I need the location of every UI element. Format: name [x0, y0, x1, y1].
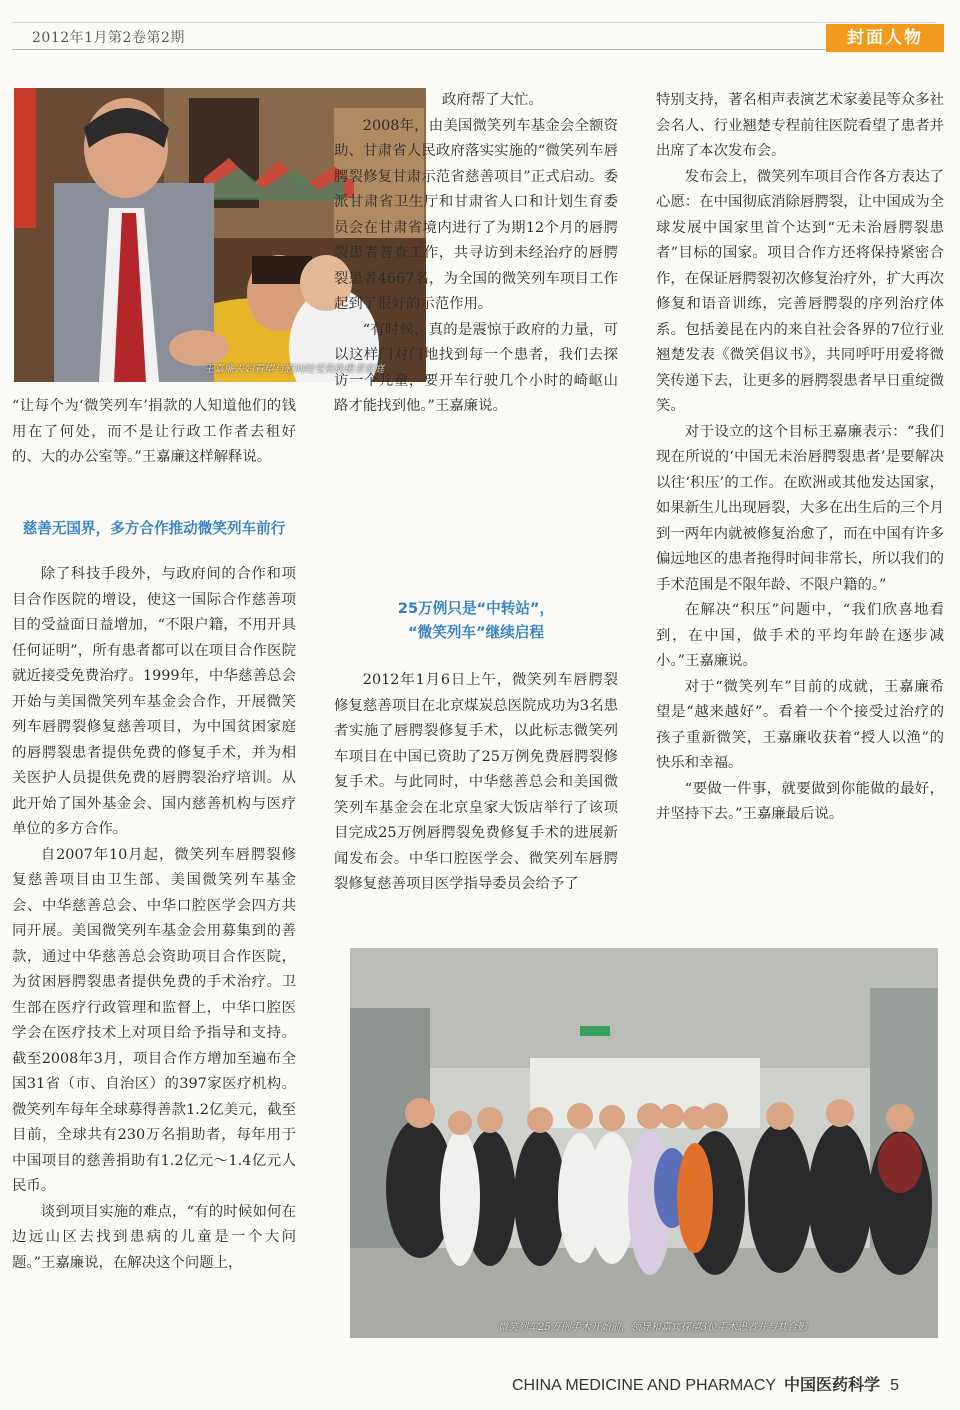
col3-paragraph-1: 特别支持，著名相声表演艺术家姜昆等众多社会名人、行业翘楚专程前往医院看望了患者并出席了本次发布会。	[656, 92, 944, 159]
col1-paragraph-3: 自2007年10月起，微笑列车唇腭裂修复慈善项目由卫生部、美国微笑列车基金会、中华慈善总会、中华口腔医学会四方共同开展。美国微笑列车基金会用募集到的善款，通过中华慈善总会资助项目合作医院，为贫困唇腭裂患者提供免费的手术治疗。卫生部在医疗行政管理和监督上，中华口腔医学会在医疗技术上对项目给予指导和支持。截至2008年3月，项目合作方增加至遍布全国31省（市、自治区）的397家医疗机构。微笑列车每年全球募得善款1.2亿美元，截至目前，全球共有230万名捐助者，每年用于中国项目的慈善捐助有1.2亿元～1.4亿元人民币。	[12, 846, 296, 1194]
col2-paragraph-2: 2008年，由美国微笑列车基金会全额资助、甘肃省人民政府落实实施的“微笑列车唇腭裂修复甘肃示范省慈善项目”正式启动。委派甘肃省卫生厅和甘肃省人口和计划生育委员会在甘肃省境内进行了为期12个月的唇腭裂患者普查工作，共寻访到未经治疗的唇腭裂患者4667名，为全国的微笑列车项目工作起到了很好的示范作用。	[334, 117, 618, 312]
col3-paragraph-6: “要做一件事，就要做到你能做的最好，并坚持下去。”王嘉廉最后说。	[656, 780, 944, 822]
section-heading-1: 慈善无国界，多方合作推动微笑列车前行	[22, 520, 286, 537]
col1-paragraph-2: 除了科技手段外，与政府间的合作和项目合作医院的增设，使这一国际合作慈善项目的受益面日益增加，“不限户籍，不用开具任何证明”，所有患者都可以在项目合作医院就近接受免费治疗。1999年，中华慈善总会开始与美国微笑列车基金会合作，开展微笑列车唇腭裂修复慈善项目，为中国贫困家庭的唇腭裂患者提供免费的修复手术，并为相关医护人员提供免费的唇腭裂治疗培训。从此开始了国外基金会、国内慈善机构与医疗单位的多方合作。	[12, 566, 296, 837]
col1-paragraph-4: 谈到项目实施的难点，“有的时候如何在边远山区去找到患病的儿童是一个大问题。”王嘉廉说，在解决这个问题上，	[12, 1203, 296, 1271]
photo-group	[350, 948, 938, 1338]
col2-paragraph-4: 2012年1月6日上午，微笑列车唇腭裂修复慈善项目在北京煤炭总医院成功为3名患者实施了唇腭裂修复手术，以此标志微笑列车项目在中国已资助了25万例免费唇腭裂修复手术。与此同时，中华慈善总会和美国微笑列车基金会在北京皇家大饭店举行了该项目完成25万例唇腭裂免费修复手术的进展新闻发布会。中华口腔医学会、微笑列车唇腭裂修复慈善项目医学指导委员会给予了	[334, 672, 618, 892]
col1-paragraph-1: “让每个为‘微笑列车’捐款的人知道他们的钱用在了何处，而不是让行政工作者去租好的、大的办公室等。”王嘉廉这样解释说。	[12, 398, 296, 465]
column-1	[12, 394, 296, 471]
col3-paragraph-4: 在解决“积压”问题中，“我们欣喜地看到，在中国，做手术的平均年龄在逐步减小。”王嘉廉说。	[656, 602, 944, 669]
header-bar	[12, 22, 936, 50]
column-2-body	[334, 668, 618, 898]
page-number: 5	[890, 1377, 899, 1394]
column-3	[656, 88, 944, 828]
footer	[512, 1372, 899, 1395]
column-1-body	[12, 562, 296, 1276]
photo-top-left-caption: 王嘉廉夫妇看望与慰问经受资助患者家庭	[204, 364, 384, 375]
section-tag: 封面人物	[826, 24, 944, 52]
section-heading-2	[334, 597, 618, 645]
section-heading-2-line-2: “微笑列车”继续启程	[408, 624, 544, 641]
col3-paragraph-2: 发布会上，微笑列车项目合作各方表达了心愿：在中国彻底消除唇腭裂，让中国成为全球发展中国家里首个达到“无未治唇腭裂患者”目标的国家。项目合作方还将保持紧密合作，在保证唇腭裂初次修复治疗外，扩大再次修复和语音训练，完善唇腭裂的序列治疗体系。包括姜昆在内的来自社会各界的7位行业翘楚发表《微笑倡议书》，共同呼吁用爱将微笑传递下去，让更多的唇腭裂患者早日重绽微笑。	[656, 168, 944, 414]
col2-paragraph-3: “有时候，真的是震惊于政府的力量，可以这样门对门地找到每一个患者，我们去探访一个儿童，要开车行驶几个小时的崎岖山路才能找到他。”王嘉廉说。	[334, 321, 618, 414]
col3-paragraph-3: 对于设立的这个目标王嘉廉表示：“我们现在所说的‘中国无未治唇腭裂患者’是要解决以往‘积压’的工作。在欧洲或其他发达国家，如果新生儿出现唇裂，大多在出生后的三个月到一两年内就被修复治愈了，而在中国有许多偏远地区的患者拖得时间非常长，所以我们的手术范围是不限年龄、不限户籍的。”	[656, 423, 944, 593]
issue-label: 2012年1月第2卷第2期	[32, 30, 185, 46]
journal-name-en: CHINA MEDICINE AND PHARMACY	[512, 1377, 777, 1394]
col3-paragraph-5: 对于“微笑列车”目前的成就，王嘉廉希望是“越来越好”。看着一个个接受过治疗的孩子重新微笑，王嘉廉收获着“授人以渔”的快乐和幸福。	[656, 678, 944, 771]
photo-group-caption: 微笑列车25万例手术开始前，领导和嘉宾探望3位手术患者并与其合影	[498, 1322, 808, 1333]
section-heading-2-line-1: 25万例只是“中转站”，	[397, 600, 555, 617]
journal-name-cn: 中国医药科学	[784, 1375, 881, 1394]
column-2	[334, 88, 618, 420]
col2-paragraph-1: 政府帮了大忙。	[442, 92, 543, 108]
